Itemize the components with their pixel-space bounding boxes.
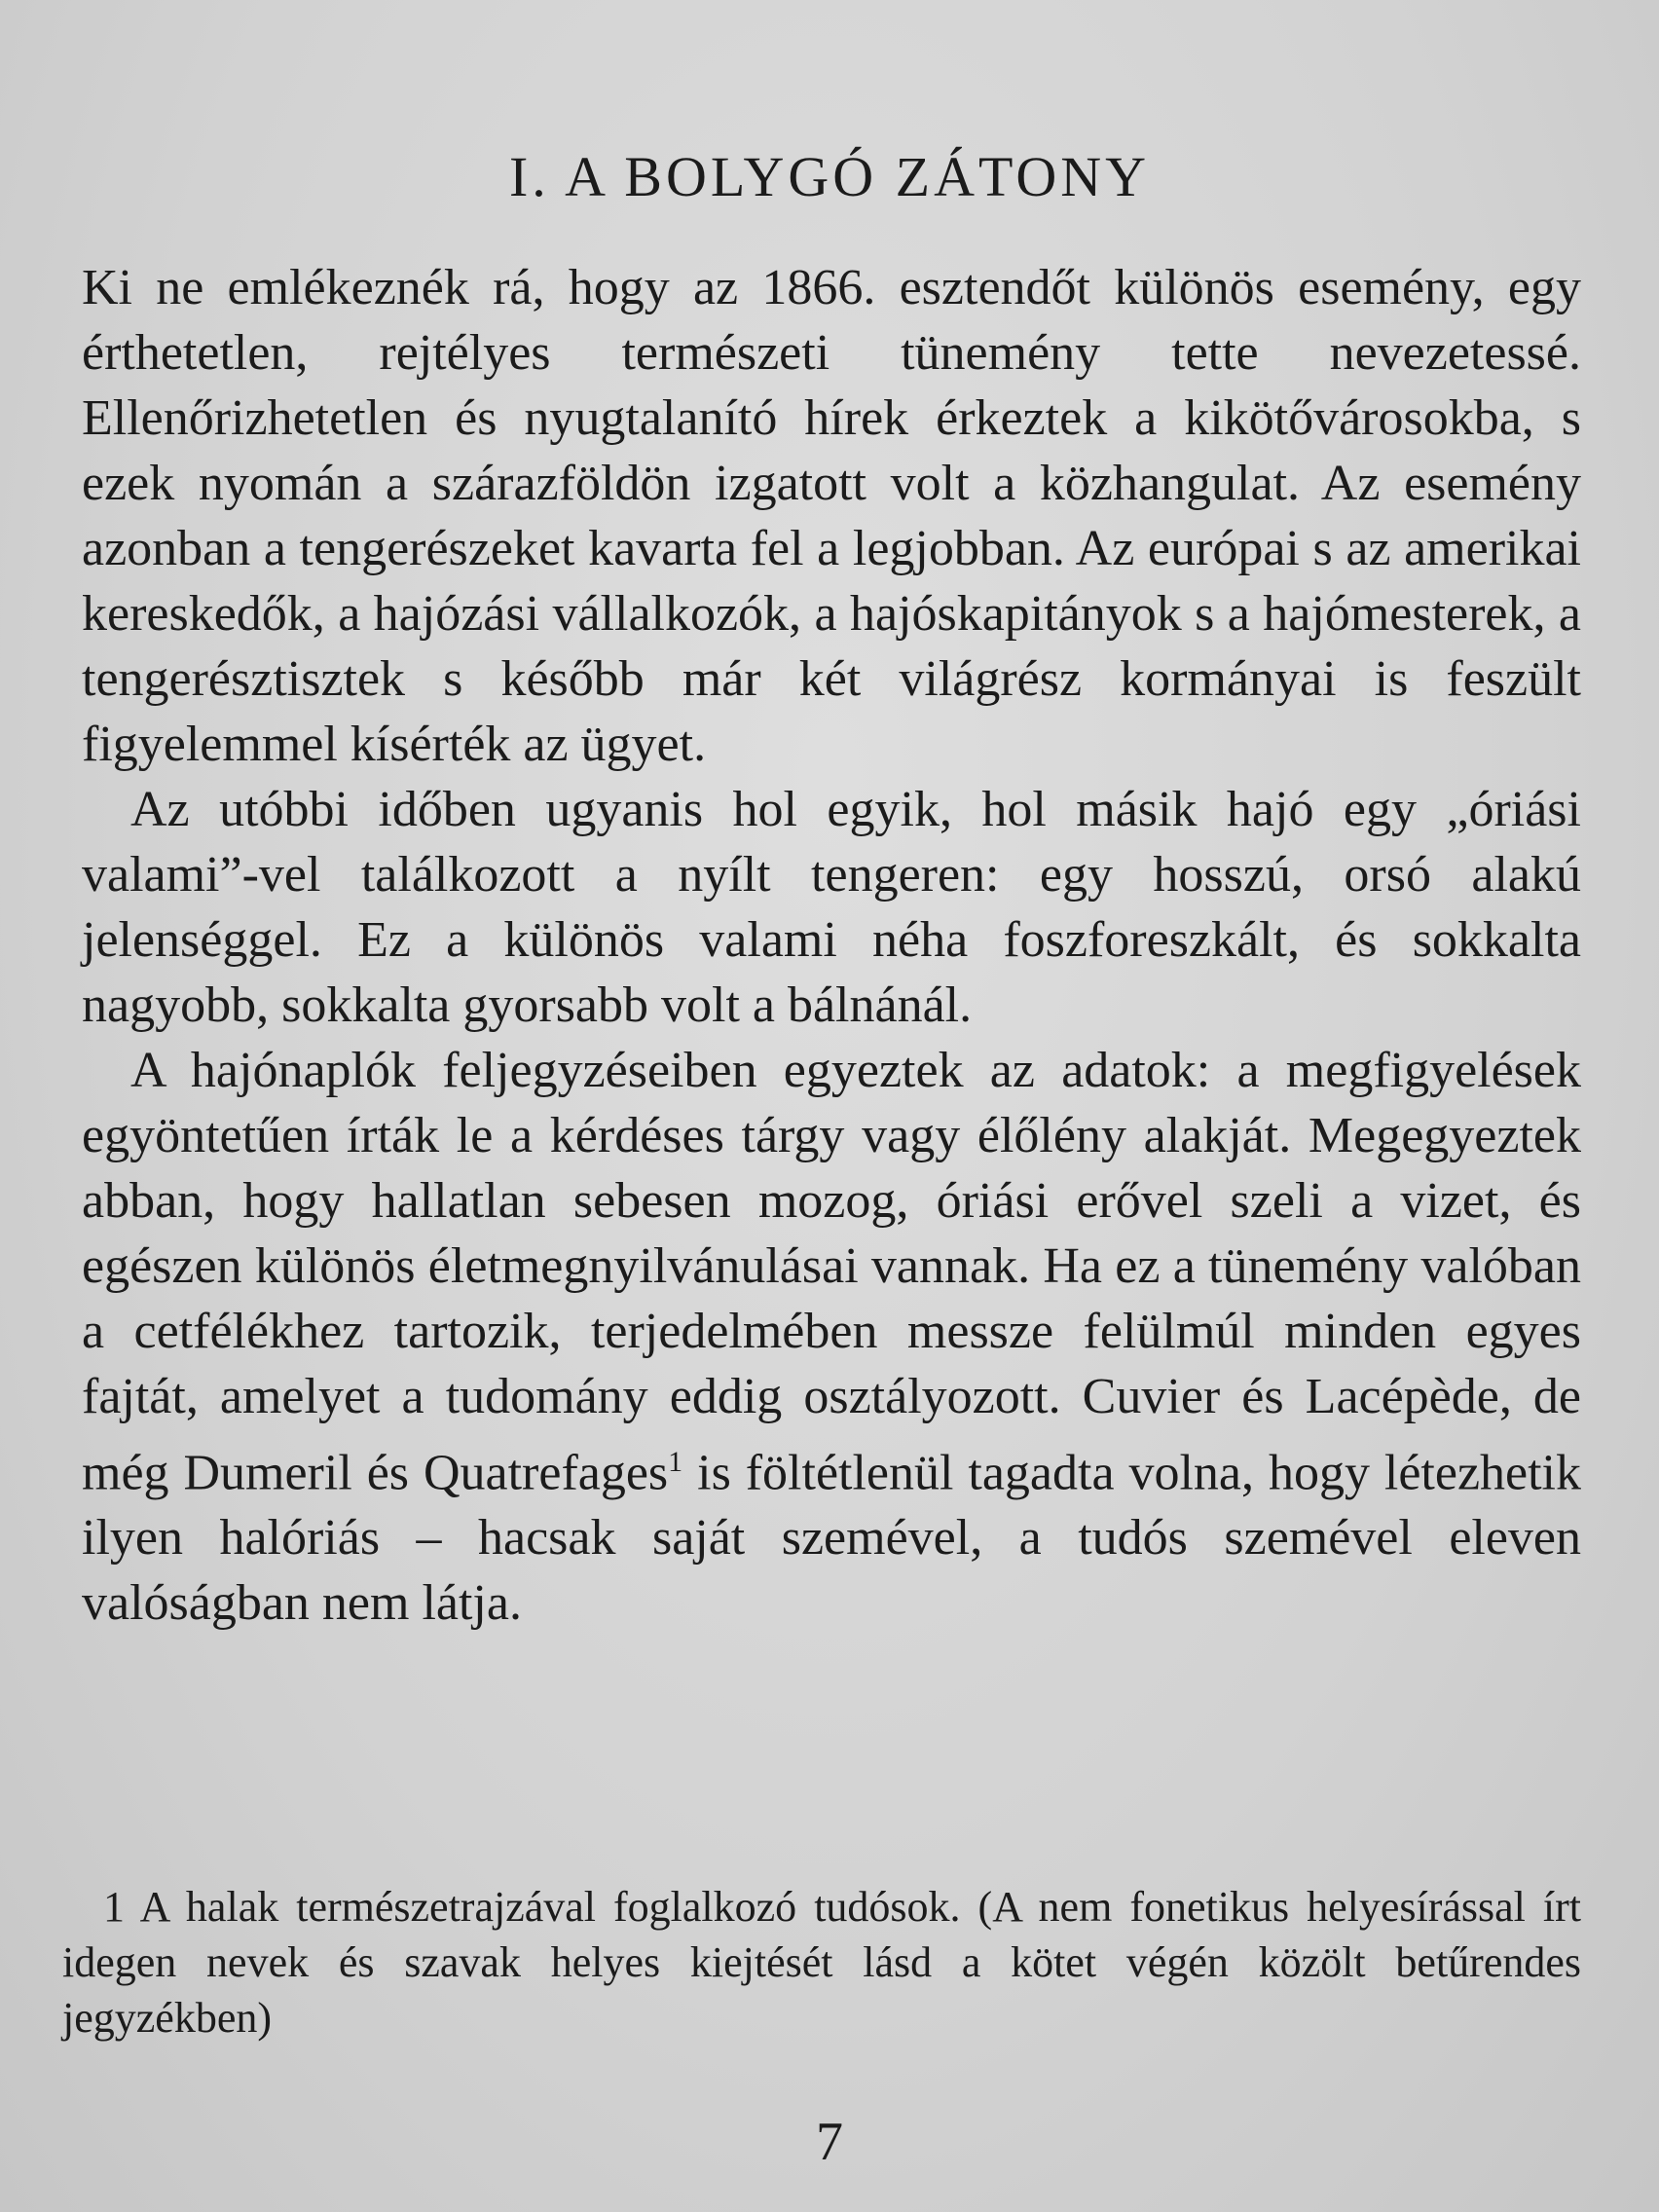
paragraph-2: Az utóbbi időben ugyanis hol egyik, hol másik hajó egy „óriási valami”-vel találkozott a nyílt tengeren: egy hosszú, orsó alakú jelenséggel. Ez a különös valami néha foszforeszkált, és sokkalta nagyobb, sokkalta gyorsabb volt a bálnánál. [82, 782, 1581, 1033]
paragraph-3-end: is föltétlenül tagadta volna, hogy létezhetik ilyen halóriás – hacsak saját szemével, a tudós szemével eleven valóságban nem látja. [82, 1445, 1582, 1632]
paragraph-3 [82, 1038, 1581, 1636]
footnote: 1 A halak természetrajzával foglalkozó tudósok. (A nem fonetikus helyesírással írt idegen nevek és szavak helyes kiejtését lásd a kötet végén közölt betűrendes jegyzékben) [62, 1883, 1581, 2042]
footnote-reference: 1 [668, 1446, 683, 1478]
body-text [82, 255, 1581, 1636]
paragraph-1: Ki ne emlékeznék rá, hogy az 1866. esztendőt különös esemény, egy érthetetlen, rejtélyes természeti tünemény tette nevezetessé. Ellenőrizhetetlen és nyugtalanító hírek érkeztek a kikötővárosokba, s ezek nyomán a szárazföldön izgatott volt a közhangulat. Az esemény azonban a tengerészeket kavarta fel a legjobban. Az európai s az amerikai kereskedők, a hajózási vállalkozók, a hajóskapitányok s a hajómesterek, a tengerésztisztek s később már két világrész kormányai is feszült figyelemmel kísérték az ügyet. [82, 260, 1581, 772]
chapter-title: I. A BOLYGÓ ZÁTONY [508, 145, 1150, 208]
page-number: 7 [816, 2112, 843, 2172]
paragraph-3-start: A hajónaplók feljegyzéseiben egyeztek az adatok: a megfigyelések egyöntetűen írták le a kérdéses tárgy vagy élőlény alakját. Megegyeztek abban, hogy hallatlan sebesen mozog, óriási erővel szeli a vizet, és egészen különös életmegnyilvánulásai vannak. Ha ez a tünemény valóban a cetfélékhez tartozik, terjedelmében messze felülmúl minden egyes fajtát, amelyet a tudomány eddig osztályozott. Cuvier és Lacépède, de még Dumeril és Quatrefages [82, 1043, 1581, 1501]
